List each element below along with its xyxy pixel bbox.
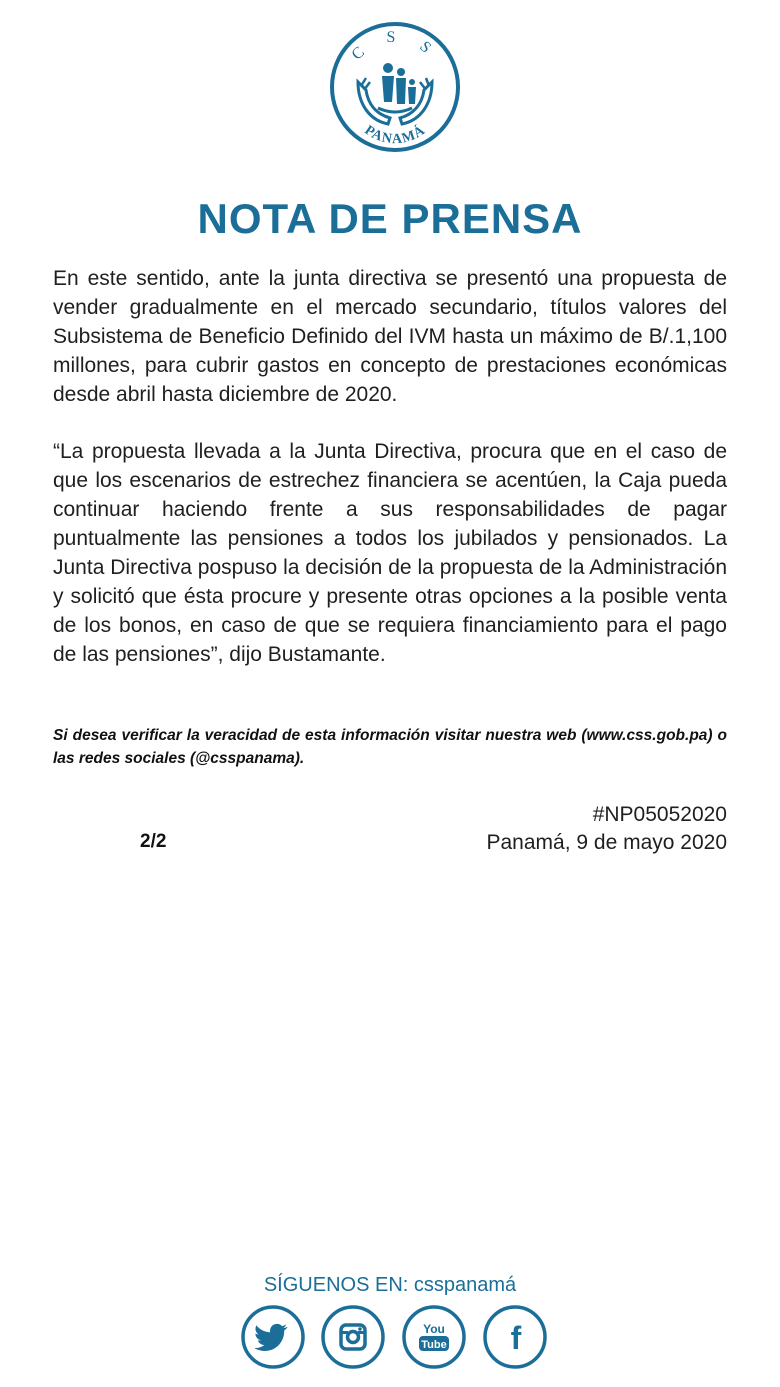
verify-note: Si desea verificar la veracidad de esta información visitar nuestra web (www.css.gob.pa) o las redes sociales (@csspanama).	[53, 727, 727, 767]
logo-top-text: C S S	[348, 28, 442, 64]
youtube-text-bottom: Tube	[421, 1339, 447, 1351]
instagram-icon[interactable]	[320, 1304, 386, 1370]
facebook-icon[interactable]	[482, 1304, 548, 1370]
page-title: NOTA DE PRENSA	[197, 195, 583, 242]
page-number: 2/2	[140, 831, 167, 852]
twitter-icon[interactable]	[240, 1304, 306, 1370]
youtube-icon[interactable]	[401, 1304, 467, 1370]
paragraph-1: En este sentido, ante la junta directiva se presentó una propuesta de vender gradualmente en el mercado secundario, títulos valores del Subsistema de Beneficio Definido del IVM hasta un máximo de B/.1,100 millones, para cubrir gastos en concepto de prestaciones económicas desde abril hasta diciembre de 2020.	[53, 267, 727, 406]
css-logo	[328, 20, 462, 154]
facebook-letter: f	[510, 1320, 522, 1356]
follow-label: SÍGUENOS EN: csspanamá	[263, 1274, 517, 1296]
logo-bottom-text: PANAMÁ	[361, 122, 429, 148]
date-line: Panamá, 9 de mayo 2020	[486, 831, 727, 854]
youtube-text-top: You	[423, 1322, 445, 1336]
paragraph-2: “La propuesta llevada a la Junta Directiva, procura que en el caso de que los escenarios de estrechez financiera se acentúen, la Caja pueda continuar haciendo frente a sus responsabilidades de pagar puntualmente las pensiones a todos los jubilados y pensionados. La Junta Directiva pospuso la decisión de la propuesta de la Administración y solicitó que ésta procure y presente otras opciones a la posible venta de los bonos, en caso de que se requiera financiamiento para el pago de las pensiones”, dijo Bustamante.	[53, 440, 727, 666]
press-code: #NP05052020	[592, 803, 727, 826]
